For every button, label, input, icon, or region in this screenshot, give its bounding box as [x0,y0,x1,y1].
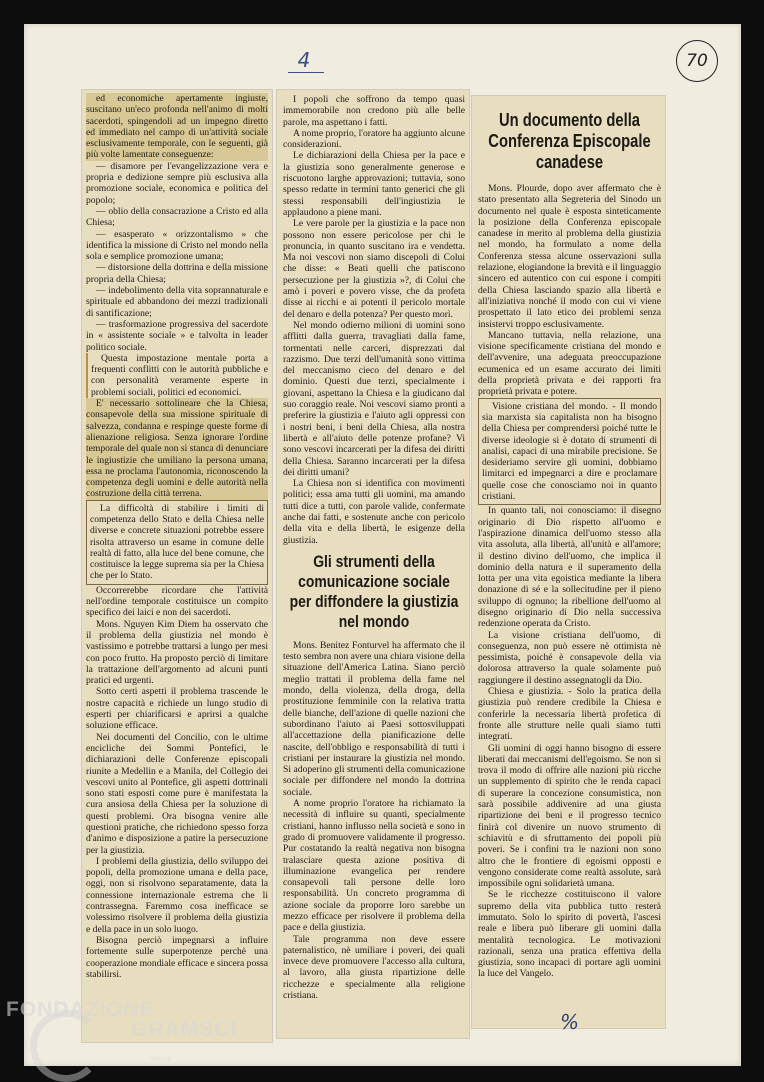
paragraph: A nome proprio, l'oratore ha aggiunto alcune considerazioni. [283,127,465,151]
column-2-text [277,90,469,1001]
headline-conferenza-canadese: Un documento della Conferenza Episcopale canadese [488,110,651,172]
pencil-underline [288,72,324,73]
watermark [6,998,246,1042]
paragraph: La visione cristiana dell'uomo, di conseguenza, non può essere nè ottimista nè pessimista, poiché è consapevole della via dolorosa attraverso la quale solamente può raggiungere il destino assegnatogli da Dio. [478,629,661,686]
paragraph: Mons. Nguyen Kim Diem ha osservato che il problema della giustizia nel mondo è vastissimo e potrebbe trattarsi a lungo per mesi con poco frutto. Ha proposto perciò di limitare la trattazione dell'argomento ad alcuni punti pratici ed urgenti. [86,618,268,687]
watermark-line-1: FONDAZIONE [6,998,155,1021]
paragraph: La Chiesa non si identifica con movimenti politici; essa ama tutti gli uomini, ma amando tutti dice a tutti, con parole valide, confermate anche dai fatti, e sostenute anche con pericolo della vita e della libertà, le esigenze della giustizia. [283,478,465,546]
paragraph: — distorsione della dottrina e della missione propria della Chiesa; [86,262,268,285]
headline-comunicazione-sociale: Gli strumenti della comunicazione sociale per diffondere la giustizia nel mondo [289,551,459,631]
clipping-column-1 [82,90,272,1042]
column-3-text [472,110,665,980]
paragraph: Le dichiarazioni della Chiesa per la pace e la giustizia sono generalmente generose e riscuotono larghe approvazioni; tuttavia, sono spesso redatte in termini tanto generici che gli stessi responsabili dell'ingiustizia le applaudono a piene mani. [283,150,465,218]
paragraph: La difficoltà di stabilire i limiti di competenza dello Stato e della Chiesa nelle diverse e concrete situazioni potrebbe essere risolta attraverso un esame in comune delle realtà di fatto, alla luce del bene comune, che costituisce la legge suprema sia per la Chiesa che per lo Stato. [86,500,268,585]
paragraph: ed economiche apertamente ingiuste, suscitano un'eco profonda nell'animo di molti sacerdoti, spingendoli ad un impegno diretto ed immediato nel campo di un'attività sociale esclusivamente temporale, con le seguenti, già più volte lamentate conseguenze: [86,93,268,161]
handwritten-bottom-mark: % [560,1010,580,1034]
watermark-small: onlus [150,1054,172,1063]
paragraph: Gli uomini di oggi hanno bisogno di essere liberati dai meccanismi dell'egoismo. Se non si trova il modo di offrire alle nazioni più ricche un supplemento di spirito che le renda capaci di superare la concezione consumistica, non sarà possibile addivenire ad una giusta ripartizione dei beni e il progresso tecnico finirà col divenire un nuovo strumento di schiavitù e di sfruttamento dei popoli più poveri. Se i confini tra le nazioni non sono altro che le frontiere di egoismi opposti e vengono considerate come realtà assolute, sarà impossibile ogni solidarietà umana. [478,742,661,890]
paragraph: — trasformazione progressiva del sacerdote in « assistente sociale » e talvolta in leader politico sociale. [86,318,268,353]
paragraph: I popoli che soffrono da tempo quasi immemorabile non credono più alle belle parole, ma aspettano i fatti. [283,94,465,128]
paragraph: Sotto certi aspetti il problema trascende le nostre capacità e richiede un lungo studio di esperti per chiarificarsi e aprirsi a qualche soluzione efficace. [86,686,268,732]
paragraph: Le vere parole per la giustizia e la pace non possono non essere pericolose per chi le pronuncia, in quanto suscitano ira e vendetta. Ma noi vescovi non siamo discepoli di Colui che disse: « Beati quelli che patiscono persecuzione per la giustizia »?, di Colui che amò i poveri e povero visse, che da profeta disse ai ricchi e ai potenti il pericolo mortale del denaro e della potenza? Per questo morì. [283,218,465,320]
clipping-column-2 [277,90,469,1038]
column-1-text [82,90,272,980]
paragraph: — indebolimento della vita soprannaturale e spirituale ed abbandono dei mezzi tradizionali di santificazione; [86,285,268,319]
circled-page-number: 70 [676,40,718,82]
paragraph: I problemi della giustizia, dello sviluppo dei popoli, della promozione umana e della pace, oggi, non si risolvono separatamente, data la connessione internazionale estrema che li contrassegna. Faremmo cosa inefficace se volessimo risolvere il problema della giustizia e della pace in un solo luogo. [86,855,268,935]
paragraph: A nome proprio l'oratore ha richiamato la necessità di influire su quanti, specialmente cristiani, hanno influsso nella società e sono in grado di promuovere validamente il progresso. Pur costatando la realtà negativa non bisogna tralasciare questa azione positiva di illuminazione evangelica per rendere consapevoli tali persone delle loro responsabilità. Un concreto programma di azione sociale da proporre loro sarebbe un mezzo efficace per risolvere il problema della pace e della giustizia. [283,798,465,934]
clipping-column-3 [472,96,665,1028]
paragraph: Nel mondo odierno milioni di uomini sono afflitti dalla guerra, travagliati dalla fame, tormentati nelle carceri, disprezzati dal razzismo. Due terzi dell'umanità sono vittima del meccanismo cieco del denaro e del dominio. Questi due terzi, specialmente i giovani, aspettano la Chiesa e la giudicano dal suo coraggio reale. Noi vescovi siamo pronti a preferire la giustizia e l'aiuto agli oppressi con i nostri beni, i beni della Chiesa, alla nostra libertà e all'aiuto delle potenze profane? Vi sono vescovi incarcerati per la difesa dei diritti della Chiesa. Saranno incarcerati per la difesa dei diritti umani? [283,319,465,478]
paragraph: Chiesa e giustizia. - Solo la pratica della giustizia può rendere credibile la Chiesa e conferirle la necessaria libertà profetica di fronte alle strutture nelle quali siamo tutti integrati. [478,686,661,743]
pencil-page-number: 4 [297,48,311,72]
watermark-line-2: GRAMSCI [131,1018,238,1041]
paragraph: In quanto tali, noi conosciamo: il disegno originario di Dio rispetto all'uomo e l'aspirazione dinamica dell'uomo stesso alla vita assoluta, alla libertà, all'unità e all'amore; il destino divino dell'uomo, che implica il dominio della natura e il superamento della lotta per una vita egoistica mediante la libera donazione di sé e la sollecitudine per il pieno sviluppo di ognuno; la ribellione dell'uomo al disegno originario di Dio nella successiva redenzione operata da Cristo. [478,505,661,630]
paragraph: Mancano tuttavia, nella relazione, una visione specificamente cristiana del mondo e dell'avvenire, una adeguata preoccupazione ecumenica ed un esame accurato dei limiti della proprietà privata e dei rapporti fra proprietà privata e potere. [478,329,661,398]
paragraph: Se le ricchezze costituiscono il valore supremo della vita pubblica tutto resterà immutato. Solo lo spirito di povertà, l'ascesi reale e libera può liberare gli uomini dalla mentalità tecnologica. Le motivazioni razionali, senza una pratica effettiva della giustizia, sono incapaci di portare agli uomini la luce del Vangelo. [478,889,661,980]
paragraph: — oblio della consacrazione a Cristo ed alla Chiesa; [86,205,268,229]
paragraph: Questa impostazione mentale porta a frequenti conflitti con le autorità pubbliche e con personalità veramente esperte in problemi sociali, politici ed economici. [86,353,268,398]
paragraph: — esasperato « orizzontalismo » che identifica la missione di Cristo nel mondo nella sola e semplice promozione umana; [86,228,268,263]
paragraph: Mons. Plourde, dopo aver affermato che è stato presentato alla Segreteria del Sinodo un documento nel quale è esposta sinteticamente la posizione della Conferenza episcopale canadese in merito al problema della giustizia nel mondo, ha formulato a nome della Conferenza stessa alcune osservazioni sulla relazione, elogiandone la brevità e il linguaggio sincero ed autentico con cui espone i compiti della Chiesa lasciando spazio alla libertà e all'iniziativa nonché il modo con cui vi viene prospettato il lato etico dei problemi senza insistervi troppo esclusivamente. [478,183,662,330]
paragraph: Mons. Benitez Fonturvel ha affermato che il testo sembra non avere una chiara visione della situazione dell'America Latina. Siano perciò meglio trattati il problema della fame nel mondo, della violenza, della droga, della prostituzione femminile con la relativa tratta delle bianche, dell'azione di quelle nazioni che subordinano l'aiuto ai Paesi sottosviluppati all'accettazione della pianificazione delle nascite, dell'obbligo e responsabilità di tutti i cristiani per instaurare la giustizia nel mondo. Si adoperino gli strumenti della comunicazione sociale per diffondere nel mondo la dottrina sociale. [283,639,465,798]
paragraph: E' necessario sottolineare che la Chiesa, consapevole della sua missione spirituale di salvezza, condanna e respinge queste forme di alienazione religiosa. Senza ignorare l'ordine temporale del quale non si stanca di denunciare le ingiustizie che umiliano la persona umana, essa ne proclama l'autonomia, riconoscendo la competenza degli uomini e delle autorità nella costruzione della città terrena. [86,398,268,500]
paragraph: — disamore per l'evangelizzazione vera e propria e dedizione sempre più esclusiva alla promozione sociale, economica e politica del popolo; [86,160,268,206]
paragraph: Tale programma non deve essere paternalistico, nè umiliare i poveri, dei quali invece deve promuovere l'accesso alla cultura, al lavoro, alla giusta ripartizione delle ricchezze e specialmente alla religione cristiana. [283,933,465,1002]
paragraph: Visione cristiana del mondo. - Il mondo sia marxista sia capitalista non ha bisogno della Chiesa per comprendersi poiché tutte le diverse ideologie si è dotato di strumenti di analisi, capaci di una mirabile precisione. Se desideriamo servire gli uomini, dobbiamo limitarci ed impegnarci a dire e proclamare quelle cose che conosciamo noi in quanto cristiani. [478,398,661,506]
paragraph: Bisogna perciò impegnarsi a influire fortemente sulle superpotenze perchè una cooperazione mondiale efficace e sincera possa stabilirsi. [86,934,268,980]
paragraph: Nei documenti del Concilio, con le ultime encicliche dei Sommi Pontefici, le dichiarazioni delle Conferenze episcopali riunite a Medellin e a Manila, del Collegio dei vescovi unito al Pontefice, gli aspetti dottrinali sono stati esposti come pure è manifestata la cura ansiosa della Chiesa per la soluzione di questi problemi. Ora bisogna venire alle questioni pratiche, che richiedono spesso forza d'animo e disposizione a patire la persecuzione per la giustizia. [86,731,268,856]
paragraph: Occorrerebbe ricordare che l'attività nell'ordine temporale costituisce un compito specifico dei laici e non dei sacerdoti. [86,584,268,619]
